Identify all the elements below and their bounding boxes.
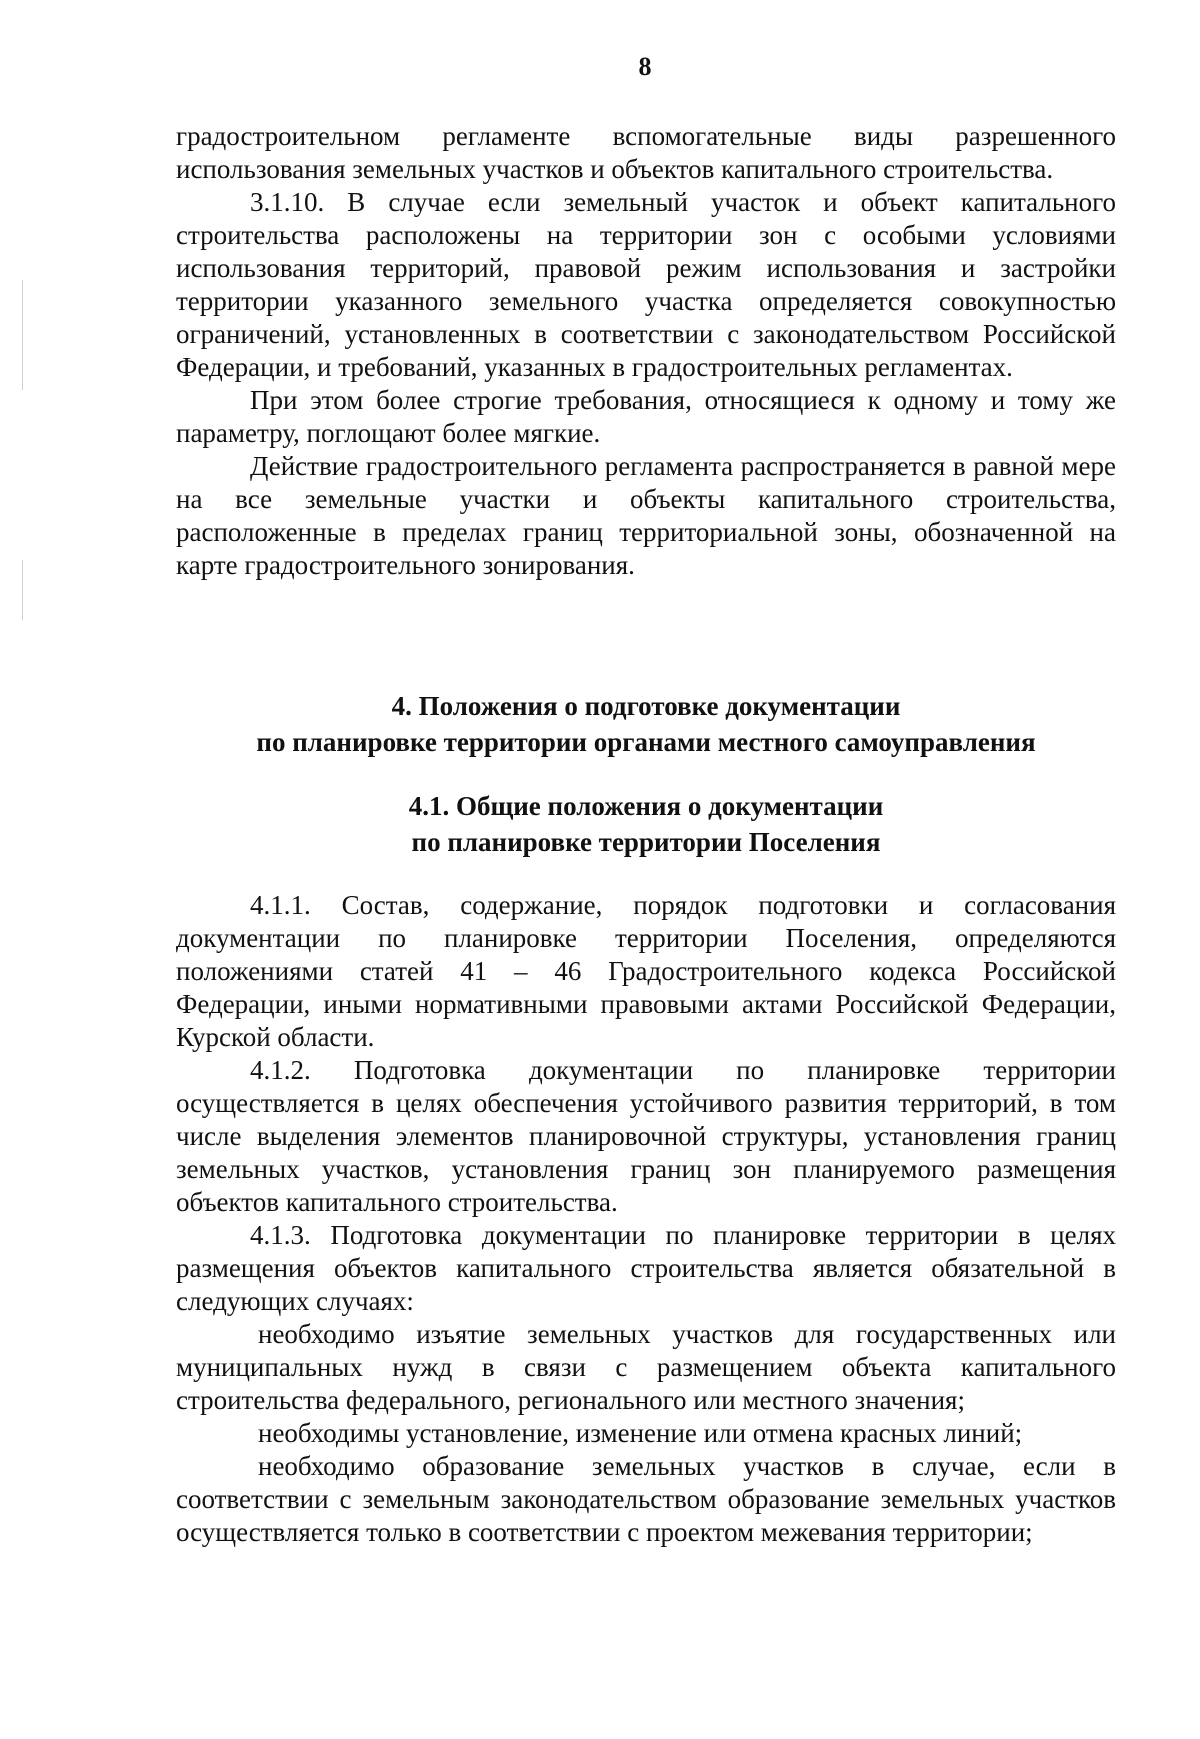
- scan-margin-mark: [22, 560, 23, 620]
- body-text-top: [176, 120, 1116, 582]
- list-item-land-formation: необходимо образование земельных участков в случае, если в соответствии с земельным законодательством образование земельных участков осуществляется только в соответствии с проектом межевания территории;: [176, 1451, 1116, 1547]
- subsection-heading-line-2: по планировке территории Поселения: [411, 827, 881, 857]
- paragraph-4-1-1: 4.1.1. Состав, содержание, порядок подготовки и согласования документации по планировке территории Поселения, определяются положениями статей 41 – 46 Градостроительного кодекса Российской Федерации, иными нормативными правовыми актами Российской Федерации, Курской области.: [176, 890, 1116, 1052]
- paragraph-strict-requirements: При этом более строгие требования, относящиеся к одному и тому же параметру, поглощают более мягкие.: [176, 385, 1116, 448]
- page-number: 8: [638, 52, 652, 81]
- list-item-red-lines: необходимы установление, изменение или отмена красных линий;: [258, 1418, 1023, 1448]
- paragraph-regulation-scope: Действие градостроительного регламента распространяется в равной мере на все земельные участки и объекты капитального строительства, расположенные в пределах границ территориальной зоны, обозначенной на карте градостроительного зонирования.: [176, 451, 1116, 580]
- subsection-heading-line-1: 4.1. Общие положения о документации: [408, 791, 884, 821]
- section-heading-line-1: 4. Положения о подготовке документации: [391, 691, 901, 721]
- section-heading: [176, 688, 1116, 760]
- paragraph-4-1-2: 4.1.2. Подготовка документации по планировке территории осуществляется в целях обеспечения устойчивого развития территорий, в том числе выделения элементов планировочной структуры, установления границ земельных участков, установления границ зон планируемого размещения объектов капитального строительства.: [176, 1055, 1116, 1217]
- paragraph-3-1-10: 3.1.10. В случае если земельный участок и объект капитального строительства расположены на территории зон с особыми условиями использования территорий, правовой режим использования и застройки территории указанного земельного участка определяется совокупностью ограничений, установленных в соответствии с законодательством Российской Федерации, и требований, указанных в градостроительных регламентах.: [176, 187, 1116, 382]
- section-heading-line-2: по планировке территории органами местного самоуправления: [256, 727, 1036, 757]
- scan-margin-mark: [22, 280, 23, 390]
- subsection-heading: [176, 788, 1116, 860]
- paragraph-continuation: градостроительном регламенте вспомогательные виды разрешенного использования земельных участков и объектов капитального строительства.: [176, 121, 1116, 184]
- paragraph-4-1-3: 4.1.3. Подготовка документации по планировке территории в целях размещения объектов капитального строительства является обязательной в следующих случаях:: [176, 1220, 1116, 1316]
- body-text-bottom: [176, 889, 1116, 1549]
- list-item-land-seizure: необходимо изъятие земельных участков для государственных или муниципальных нужд в связи с размещением объекта капитального строительства федерального, регионального или местного значения;: [176, 1319, 1116, 1415]
